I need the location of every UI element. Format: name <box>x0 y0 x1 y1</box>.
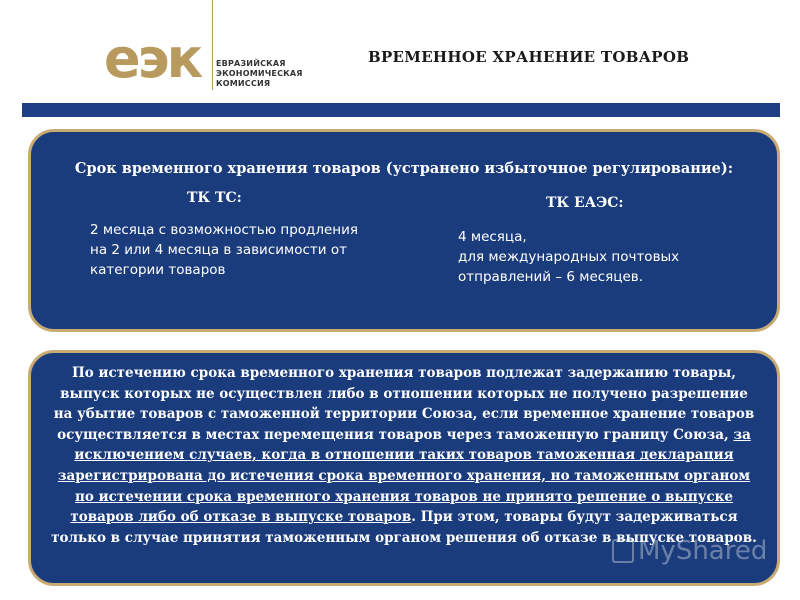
detention-text-exception: за исключением случаев, когда в отношении таких товаров таможенная декларация зарегистрирована до истечения срока временного хранения, но таможенным органом по истечении срока временного хранения товаров не принято решение о выпуске товаров либо об отказе в выпуске товаров <box>57 426 751 526</box>
eec-logo <box>104 28 304 98</box>
tk-ts-heading: ТК ТС: <box>187 190 242 206</box>
presentation-icon <box>612 539 634 563</box>
detention-rule-text <box>49 363 759 548</box>
logo-mark: еэк <box>104 27 201 90</box>
tk-eaes-heading: ТК ЕАЭС: <box>546 195 624 211</box>
tk-ts-text: 2 месяца с возможностью продления на 2 или 4 месяца в зависимости от категории товаров <box>90 222 359 278</box>
storage-term-panel <box>28 129 780 332</box>
logo-text-line-3: КОМИССИЯ <box>216 79 271 88</box>
detention-text-part-1: По истечению срока временного хранения товаров подлежат задержанию товары, выпуск которых не осуществлен либо в отношении которых не получено разрешение на убытие товаров с таможенной территории Союза, если временное хранение товаров осуществляется в местах перемещения товаров через таможенную границу Союза, <box>53 365 755 443</box>
tk-eaes-line-2: для международных почтовых отправлений – 6 месяцев. <box>458 249 680 285</box>
myshared-watermark <box>612 536 767 566</box>
slide-title: ВРЕМЕННОЕ ХРАНЕНИЕ ТОВАРОВ <box>368 48 690 66</box>
logo-text <box>216 59 303 89</box>
header-bar <box>22 103 780 117</box>
logo-text-line-2: ЭКОНОМИЧЕСКАЯ <box>216 69 303 78</box>
tk-eaes-line-1: 4 месяца, <box>458 229 527 245</box>
logo-text-line-1: ЕВРАЗИЙСКАЯ <box>216 59 286 68</box>
detention-text-part-2: . При этом, товары будут задерживаться только в случае принятия таможенным органом решения об отказе в выпуске товаров. <box>51 509 757 546</box>
tk-eaes-text <box>458 227 758 287</box>
logo-divider <box>212 0 213 90</box>
watermark-text: MyShared <box>638 536 768 566</box>
storage-term-heading: Срок временного хранения товаров (устранено избыточное регулирование): <box>74 160 734 177</box>
